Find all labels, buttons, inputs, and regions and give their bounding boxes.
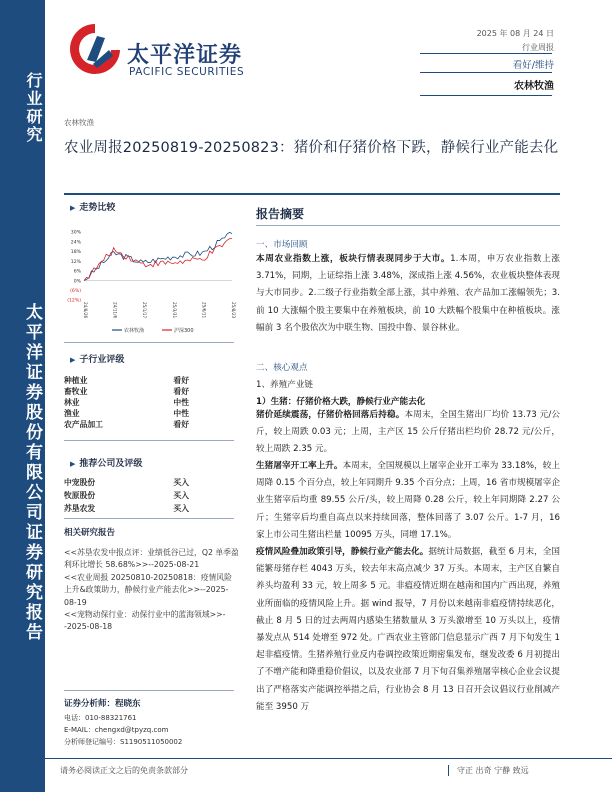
related-list xyxy=(64,547,239,634)
footer-disclaimer: 请务必阅读正文之后的免责条款部分 xyxy=(60,766,188,775)
sidebar-company-label: 太平洋证券股份有限公司证券研究报告 xyxy=(22,303,42,643)
left-divider-3 xyxy=(64,518,234,519)
report-title: 农业周报20250819-20250823：猪价和仔猪价格下跌，静候行业产能去化 xyxy=(64,140,559,156)
sub-rating-row: 渔业 中性 xyxy=(64,409,189,418)
chart-legend xyxy=(112,327,194,334)
summary-heading: 报告摘要 xyxy=(256,207,305,221)
section-1-title: 一、市场回顾 xyxy=(256,240,308,250)
y-tick-label: 0% xyxy=(73,279,81,285)
subsection-1-1: 1）生猪：仔猪价格大跌，静候行业产能去化 xyxy=(256,397,426,407)
y-tick-label: 6% xyxy=(73,269,81,275)
y-axis-ticks xyxy=(67,230,81,304)
sub-rating-row: 农产品加工 看好 xyxy=(64,420,189,429)
sub-rating-row: 林业 中性 xyxy=(64,398,189,407)
legend-label-2: 沪深300 xyxy=(174,328,194,334)
footer-motto: 守正 出奇 宁静 致远 xyxy=(448,765,529,776)
x-axis-ticks xyxy=(83,302,236,318)
sub-rating-row: 畜牧业 看好 xyxy=(64,387,189,396)
company-logo xyxy=(65,20,265,80)
related-item[interactable]: <<苏垦农发中报点评：业绩低谷已过，Q2 单季盈利环比增长 58.68%>>--2025-08-21 xyxy=(64,548,239,570)
sub-ratings-heading: ▶ 子行业评级 xyxy=(70,355,125,365)
left-divider-2 xyxy=(64,440,234,441)
header-divider-2 xyxy=(420,72,552,73)
subsection-1: 1、养殖产业链 xyxy=(256,380,314,390)
paragraph-2: 生猪屠宰开工率上升。本周末，全国规模以上屠宰企业开工率为 33.18%，较上周降 0.15 个百分点，较上年同期升 9.35 个百分点；上周，16 省市规模屠宰企业生猪宰后均重 89.55 公斤/头，较上周降 0.28 公斤，较上年同期降 2.27 公斤；生猪宰后均重自高点以来持续回落，整体回落了 3.07 公斤。1-7 月，16 家上市公司生猪出栏量 10095 万头，同增 17.1%。 xyxy=(256,461,560,540)
logo-text-en: PACIFIC SECURITIES xyxy=(129,66,245,78)
logo-text-cn: 太平洋证券 xyxy=(127,43,243,68)
related-heading: 相关研究报告 xyxy=(64,528,116,538)
sidebar xyxy=(0,0,45,792)
industry-rating: 看好/维持 xyxy=(512,60,554,71)
x-tick-label: 25/6/11 xyxy=(201,302,207,319)
trend-heading: ▶ 走势比较 xyxy=(70,203,116,213)
left-divider-1 xyxy=(64,342,234,343)
sidebar-top-label: 行业研究 xyxy=(24,72,43,144)
x-tick-label: 25/8/23 xyxy=(231,302,236,319)
breadcrumb: 农林牧渔 xyxy=(64,118,94,127)
industry-name: 农林牧渔 xyxy=(514,81,554,92)
summary-divider xyxy=(256,225,560,226)
related-item[interactable]: <<宠物动保行业：动保行业中的蓝海领域>>--2025-08-18 xyxy=(64,610,226,632)
paragraph-3: 疫情风险叠加政策引导，静候行业产能去化。据统计局数据，截至 6 月末，全国能繁母猪存栏 4043 万头，较去年末高点减少 37 万头。本周末，主产区自繁自养头均盈利 33 元，较上周多 5 元。非瘟疫情近期在越南和国内广西出现，养殖业所面临的疫情风险上升。据 wind 报导，7 月份以来越南非瘟疫情持续恶化，截止 8 月 5 日的过去两周内感染生猪数量从 3 万头激增至 10 万头以上，疫情暴发点从 514 处增至 972 处。广西农业主管部门信息显示广西 7 月下旬发生 1 起非瘟疫情。生猪养殖行业反内卷调控政策近期密集发布，继发改委 6 月初提出了不增产能和降重稳价倡议，以及农业部 7 月下旬召集养殖屠宰核心企业会议提出了严格落实产能调控举措之后，行业协会 8 月 13 日召开会议倡议行业削减产能至 3950 万 xyxy=(256,547,560,712)
report-date: 2025 年 08 月 24 日 xyxy=(476,29,554,38)
triangle-bullet-icon: ▶ xyxy=(70,204,76,212)
footer-divider xyxy=(45,758,612,759)
y-tick-label: 18% xyxy=(70,250,81,256)
legend-label-1: 农林牧渔 xyxy=(124,328,145,334)
y-tick-label: (6%) xyxy=(70,288,81,294)
companies-heading: ▶ 推荐公司及评级 xyxy=(70,459,143,469)
paragraph-1: 猪价延续震荡，仔猪价格回落后持稳。本周末，全国生猪出厂均价 13.73 元/公斤，较上周跌 0.03 元；上周，主产区 15 公斤仔猪出栏均价 28.72 元/公斤，较上周跌 2.35 元。 xyxy=(256,410,560,455)
series-line-1 xyxy=(84,232,232,280)
triangle-bullet-icon: ▶ xyxy=(70,356,76,364)
x-tick-label: 25/3/31 xyxy=(171,302,177,319)
y-tick-label: 24% xyxy=(70,240,81,246)
analyst-phone: 电话：010-88321761 xyxy=(64,714,137,722)
chart-series xyxy=(84,232,232,280)
related-item[interactable]: <<农业周报 20250810-20250818：疫情风险上升&政策助力，静候行业产能去化>>--2025-08-19 xyxy=(64,572,232,607)
title-divider xyxy=(64,193,560,195)
y-tick-label: 30% xyxy=(70,230,81,236)
x-tick-label: 24/8/26 xyxy=(83,302,88,319)
y-tick-label: (12%) xyxy=(67,298,81,304)
x-tick-label: 25/1/17 xyxy=(142,302,148,319)
header-divider xyxy=(420,53,552,54)
company-row: 中宠股份 买入 xyxy=(64,478,189,487)
sub-rating-row: 种植业 看好 xyxy=(64,376,189,385)
company-row: 苏垦农发 买入 xyxy=(64,504,189,513)
trend-chart xyxy=(62,224,242,342)
logo-mark-icon xyxy=(65,20,125,78)
left-divider-4 xyxy=(64,690,234,691)
analyst-cert: 分析师登记编号：S1190511050002 xyxy=(64,738,183,746)
y-tick-label: 12% xyxy=(70,259,81,265)
triangle-bullet-icon: ▶ xyxy=(70,460,76,468)
section-2-title: 二、核心观点 xyxy=(256,363,308,373)
analyst-email[interactable]: E-MAIL：chengxd@tpyzq.com xyxy=(64,726,169,734)
section-1-body: 本周农业指数上涨，板块行情表现同步于大市。1.本周，申万农业指数上涨 3.71%，同期，上证综指上涨 3.48%，深成指上涨 4.56%，农业板块整体表现与大市同步。2.二级子行业指数全部上涨，其中养殖、农产品加工涨幅领先；3.前 10 大涨幅个股主要集中在养殖板块，前 10 大跌幅个股集中在种植板块。涨幅前 3 名个股依次为中联生物、国投中鲁、景谷林业。 xyxy=(256,254,560,333)
header-divider-3 xyxy=(420,95,552,96)
x-tick-label: 24/11/6 xyxy=(112,302,118,319)
series-line-2 xyxy=(84,238,232,280)
report-type: 行业周报 xyxy=(522,43,554,52)
company-row: 牧原股份 买入 xyxy=(64,491,189,500)
analyst-name: 证券分析师：程晓东 xyxy=(64,699,141,709)
